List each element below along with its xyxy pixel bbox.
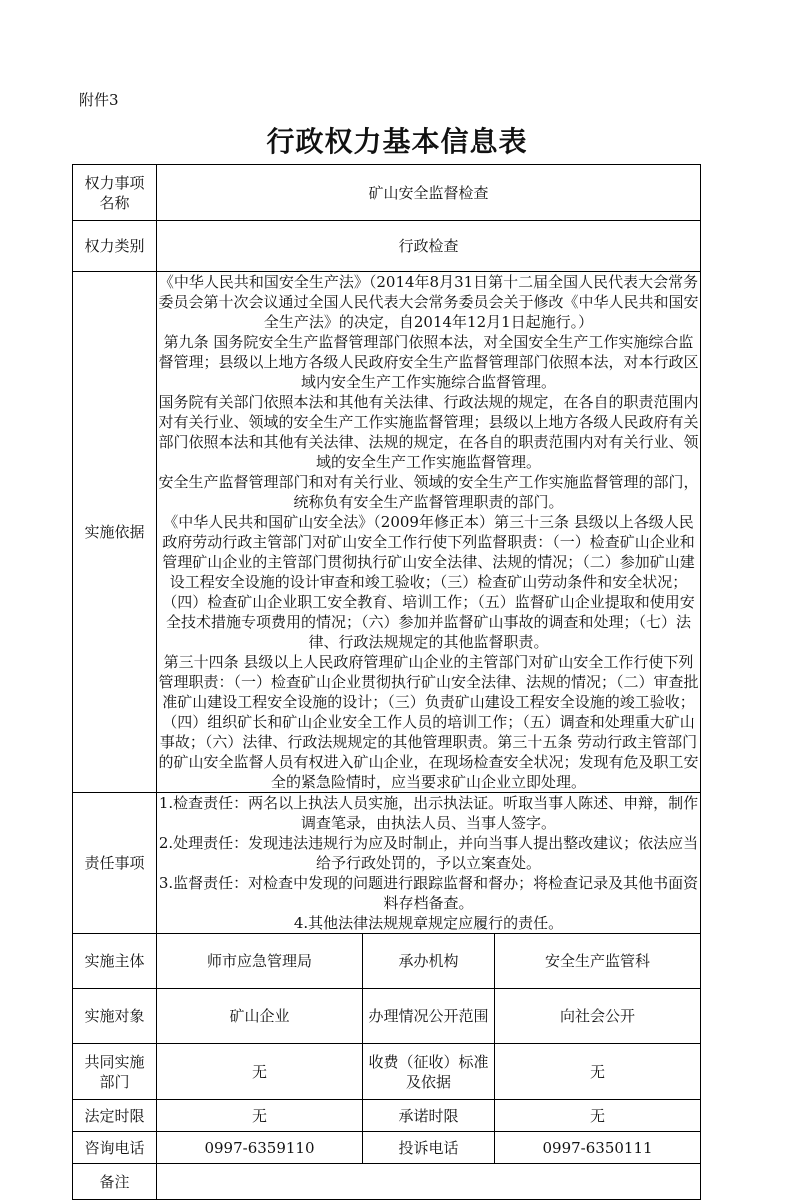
value-handling-unit: 安全生产监管科 xyxy=(495,934,701,989)
info-table xyxy=(72,164,701,1200)
value-basis xyxy=(157,272,701,793)
responsibility-item: 3.监督责任：对检查中发现的问题进行跟踪监督和督办；将检查记录及其他书面资料存档备查。 xyxy=(158,874,699,912)
value-fee-standard: 无 xyxy=(495,1044,701,1100)
label-disclosure-scope: 办理情况公开范围 xyxy=(363,989,495,1044)
basis-paragraph: 第九条 国务院安全生产监督管理部门依照本法，对全国安全生产工作实施综合监督管理；县级以上地方各级人民政府安全生产监督管理部门依照本法，对本行政区域内安全生产工作实施综合监督管理。 xyxy=(158,333,699,391)
row-subject xyxy=(73,934,701,989)
row-time-limit xyxy=(73,1100,701,1132)
row-remark xyxy=(73,1164,701,1200)
row-object xyxy=(73,989,701,1044)
attachment-number: 附件3 xyxy=(79,91,119,109)
value-joint-departments: 无 xyxy=(157,1044,363,1100)
label-object: 实施对象 xyxy=(73,989,157,1044)
row-phone xyxy=(73,1132,701,1164)
value-subject: 师市应急管理局 xyxy=(157,934,363,989)
label-promised-time-limit: 承诺时限 xyxy=(363,1100,495,1132)
basis-paragraph: 《中华人民共和国安全生产法》（2014年8月31日第十二届全国人民代表大会常务委员会第十次会议通过全国人民代表大会常务委员会关于修改《中华人民共和国安全生产法》的决定，自2014年12月1日起施行。） xyxy=(158,273,699,331)
value-power-category: 行政检查 xyxy=(157,221,701,272)
basis-paragraph: 第三十四条 县级以上人民政府管理矿山企业的主管部门对矿山安全工作行使下列管理职责：（一）检查矿山企业贯彻执行矿山安全法律、法规的情况；（二）审查批准矿山建设工程安全设施的设计；（三）负责矿山建设工程安全设施的竣工验收；（四）组织矿长和矿山企业安全工作人员的培训工作；（五）调查和处理重大矿山事故；（六）法律、行政法规规定的其他管理职责。第三十五条 劳动行政主管部门的矿山安全监督人员有权进入矿山企业，在现场检查安全状况；发现有危及职工安全的紧急险情时，应当要求矿山企业立即处理。 xyxy=(158,653,699,791)
label-handling-unit: 承办机构 xyxy=(363,934,495,989)
label-consult-phone: 咨询电话 xyxy=(73,1132,157,1164)
value-consult-phone: 0997-6359110 xyxy=(157,1132,363,1164)
value-promised-time-limit: 无 xyxy=(495,1100,701,1132)
value-complaint-phone: 0997-6350111 xyxy=(495,1132,701,1164)
label-subject: 实施主体 xyxy=(73,934,157,989)
value-legal-time-limit: 无 xyxy=(157,1100,363,1132)
row-power-name xyxy=(73,165,701,221)
value-responsibility xyxy=(157,793,701,934)
value-power-name: 矿山安全监督检查 xyxy=(157,165,701,221)
responsibility-item: 1.检查责任：两名以上执法人员实施，出示执法证。听取当事人陈述、申辩，制作调查笔录，由执法人员、当事人签字。 xyxy=(158,794,699,832)
value-remark xyxy=(157,1164,701,1200)
label-basis: 实施依据 xyxy=(73,272,157,793)
value-object: 矿山企业 xyxy=(157,989,363,1044)
label-legal-time-limit: 法定时限 xyxy=(73,1100,157,1132)
row-responsibility xyxy=(73,793,701,934)
row-basis xyxy=(73,272,701,793)
basis-paragraph: 安全生产监督管理部门和对有关行业、领域的安全生产工作实施监督管理的部门，统称负有安全生产监督管理职责的部门。 xyxy=(158,473,699,511)
label-power-name: 权力事项名称 xyxy=(73,165,157,221)
responsibility-item: 4.其他法律法规规章规定应履行的责任。 xyxy=(293,914,564,932)
row-power-category xyxy=(73,221,701,272)
label-complaint-phone: 投诉电话 xyxy=(363,1132,495,1164)
label-remark: 备注 xyxy=(73,1164,157,1200)
row-joint xyxy=(73,1044,701,1100)
label-responsibility: 责任事项 xyxy=(73,793,157,934)
basis-paragraph: 《中华人民共和国矿山安全法》（2009年修正本）第三十三条 县级以上各级人民政府劳动行政主管部门对矿山安全工作行使下列监督职责：（一）检查矿山企业和管理矿山企业的主管部门贯彻执行矿山安全法律、法规的情况；（二）参加矿山建设工程安全设施的设计审查和竣工验收；（三）检查矿山劳动条件和安全状况；（四）检查矿山企业职工安全教育、培训工作；（五）监督矿山企业提取和使用安全技术措施专项费用的情况；（六）参加并监督矿山事故的调查和处理；（七）法律、行政法规规定的其他监督职责。 xyxy=(162,513,695,651)
basis-paragraph: 国务院有关部门依照本法和其他有关法律、行政法规的规定，在各自的职责范围内对有关行业、领域的安全生产工作实施监督管理；县级以上地方各级人民政府有关部门依照本法和其他有关法律、法规的规定，在各自的职责范围内对有关行业、领域的安全生产工作实施监督管理。 xyxy=(158,393,699,471)
value-disclosure-scope: 向社会公开 xyxy=(495,989,701,1044)
page-title: 行政权力基本信息表 xyxy=(266,125,528,158)
label-power-category: 权力类别 xyxy=(73,221,157,272)
label-fee-standard: 收费（征收）标准及依据 xyxy=(363,1044,495,1100)
responsibility-item: 2.处理责任：发现违法违规行为应及时制止，并向当事人提出整改建议；依法应当给予行政处罚的，予以立案查处。 xyxy=(158,834,699,872)
label-joint-departments: 共同实施部门 xyxy=(73,1044,157,1100)
